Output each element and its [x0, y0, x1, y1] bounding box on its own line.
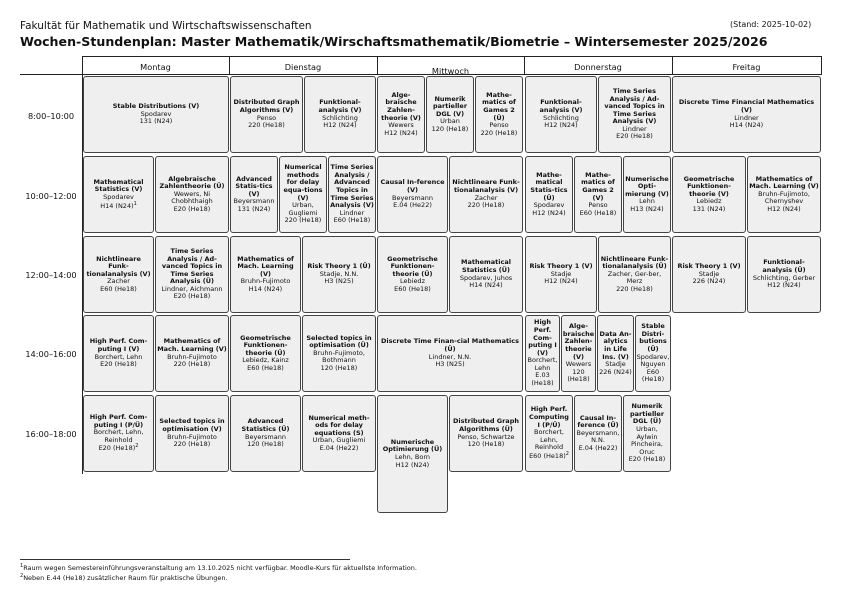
course-people: Lehn, Born	[395, 453, 430, 461]
course-people: Stadje	[698, 269, 720, 278]
course-cell	[302, 315, 376, 392]
stand-date: (Stand: 2025-10-02)	[730, 20, 812, 29]
course-title: Geometrische Funktionen-theorie (Ü)	[387, 254, 438, 278]
course-room: E20 $(He18)^2$	[98, 443, 139, 453]
course-people: Bruhn-Fujimoto	[167, 432, 217, 441]
course-room: H13 (N24)	[630, 204, 664, 213]
course-cell	[747, 236, 821, 313]
course-title: Algebraische Zahlentheorie (Ü)	[159, 174, 225, 191]
course-cell	[672, 236, 746, 313]
course-title: Mathe-matics of Games 2 (V)	[581, 170, 615, 202]
course-cell	[449, 236, 523, 313]
course-title: Discrete Time Finan-cial Mathematics (Ü)	[380, 337, 520, 353]
course-cell	[304, 76, 376, 153]
course-cell	[155, 156, 229, 233]
course-cell	[230, 236, 301, 313]
course-room: H14 (N24)	[729, 121, 764, 130]
course-cell	[302, 395, 376, 472]
course-title: Numerical methods for delay equa-tions (V)	[283, 163, 323, 202]
course-title: Data An-alytics in Life Ins. (V)	[599, 329, 632, 361]
course-title: Numerische Optimierung (Ü)	[382, 437, 443, 454]
course-people: Penso	[588, 201, 608, 210]
course-title: Mathematics of Mach. Learning (V)	[749, 174, 819, 191]
course-title: Time Series Analysis / Ad-vanced Topics in Time Series Analysis (V)	[604, 86, 665, 126]
course-cell	[574, 395, 622, 472]
course-cell	[525, 156, 573, 233]
course-people: Borchert, Lehn, Reinhold	[93, 428, 144, 444]
course-cell	[623, 395, 671, 472]
course-people: Lindner	[339, 208, 365, 217]
course-title: Time Series Analysis / Advanced Topics in Time Series Analysis (V)	[330, 163, 374, 210]
course-cell	[328, 156, 376, 233]
course-room: 131 (N24)	[139, 117, 173, 126]
course-people: Spodarev	[103, 192, 134, 201]
course-cell	[525, 395, 573, 472]
course-people: Schlichting	[543, 113, 579, 122]
course-room: E60 (He18)	[579, 208, 617, 217]
course-cell	[672, 76, 821, 153]
course-room: 131 (N24)	[692, 204, 726, 213]
course-title: Selected topics in optimisation (V)	[159, 417, 225, 433]
course-people: Lebiedz	[696, 197, 722, 206]
course-people: Stadje, N.N.	[319, 269, 359, 278]
course-title: Funktional-analysis (Ü)	[762, 258, 806, 274]
course-title: Numerik partieller DGL (V)	[432, 94, 468, 118]
course-people: Bruhn-Fujimoto, Chernyshev	[758, 189, 810, 206]
course-room: 220 (He18)	[480, 128, 518, 137]
course-cell	[377, 236, 448, 313]
course-room: E20 (He18)	[173, 204, 211, 213]
course-cell	[230, 156, 278, 233]
course-people: Borchert, Lehn	[527, 356, 558, 372]
course-room: E60 (He18)	[100, 284, 137, 293]
day-header-monday: Montag	[140, 62, 171, 72]
course-people: Spodarev, Juhos	[459, 273, 513, 282]
course-title: Alge-braische Zahlen-theorie (V)	[381, 90, 421, 122]
footnote: $^1$Raum wegen Semestereinführungsveranstaltung am 13.10.2025 nicht verfügbar. Moodle-Kurs für aktuellste Information.	[20, 563, 417, 573]
course-people: Wewers, Ni Chobhthaigh	[171, 189, 213, 206]
course-cell	[230, 76, 303, 153]
course-people: Spodarev	[533, 201, 565, 210]
course-title: Distributed Graph Algorithms (V)	[233, 98, 300, 114]
course-title: Alge-braische Zahlen-theorie (V)	[562, 322, 595, 361]
course-room: H3 (N25)	[324, 277, 354, 286]
course-title: Distributed Graph Algorithms (Ü)	[453, 417, 519, 433]
course-people: Penso, Schwartze	[457, 432, 515, 441]
course-cell	[598, 76, 671, 153]
course-room: 220 (He18)	[173, 360, 211, 369]
course-cell	[377, 156, 448, 233]
course-cell	[302, 236, 376, 313]
course-cell	[635, 315, 671, 392]
course-people: Wewers	[565, 360, 592, 369]
course-people: Beyersmann	[245, 432, 286, 441]
course-people: Urban	[440, 117, 460, 126]
course-people: Lebiedz, Kainz	[242, 356, 289, 365]
course-title: High Perf. Computing I (P/Ü)	[529, 405, 569, 429]
course-people: Bruhn-Fujimoto	[240, 277, 291, 286]
footnote-mark: 2	[565, 450, 569, 457]
course-room: H14 (N24)	[248, 284, 283, 293]
course-title: Causal In-ference (Ü)	[577, 413, 619, 430]
course-people: Zacher	[107, 277, 130, 286]
course-room: 220 (He18)	[467, 201, 505, 210]
course-people: Stadje	[605, 360, 626, 369]
course-cell	[449, 395, 523, 472]
course-room: E20 (He18)	[616, 132, 653, 141]
course-people: Penso	[256, 113, 277, 122]
course-cell	[279, 156, 327, 233]
course-cell	[525, 315, 560, 392]
course-title: Numerik partieller DGL (Ü)	[629, 402, 665, 426]
course-cell	[747, 156, 821, 233]
course-room: 226 (N24)	[599, 367, 632, 376]
footnote-mark: 2	[135, 443, 139, 450]
course-title: High Perf. Com-puting I (P/Ü)	[89, 412, 148, 429]
course-room: 131 (N24)	[237, 204, 271, 213]
course-room: H12 (N24)	[384, 128, 418, 137]
course-people: Spodarev, Nguyen	[636, 352, 670, 369]
course-people: Urban, Aylwin Pincheira, Oruc	[631, 424, 663, 456]
course-people: Beyersmann	[392, 193, 433, 202]
course-title: Numerical meth-ods for delay equations (S)	[308, 413, 370, 437]
course-room: 220 (He18)	[248, 121, 285, 130]
course-title: Mathematics of Mach. Learning (V)	[157, 337, 227, 353]
course-cell	[672, 156, 746, 233]
course-title: Risk Theory 1 (V)	[529, 262, 593, 271]
course-cell	[377, 395, 448, 513]
course-room: E60 (He18)	[394, 284, 431, 293]
course-room: 120 (He18)	[247, 440, 284, 449]
footnote-mark: 1	[133, 200, 137, 207]
course-title: Mathe-matical Statis-tics (Ü)	[530, 170, 568, 202]
course-cell	[83, 156, 154, 233]
course-title: Geometrische Funktionen-theorie (Ü)	[240, 333, 291, 357]
course-cell	[525, 236, 597, 313]
day-header-wednesday: Mittwoch	[431, 66, 470, 76]
course-people: Lehn	[639, 197, 655, 206]
course-room: E20 (He18)	[100, 360, 137, 369]
time-slot-label: 8:00–10:00	[27, 111, 75, 121]
course-room: H14 (N24)	[469, 281, 503, 290]
course-people: Borchert, Lehn	[94, 352, 143, 361]
time-slot-label: 16:00–18:00	[25, 429, 77, 439]
course-title: Causal In-ference (V)	[380, 178, 445, 194]
course-room: H14 $(N24)^1$	[100, 200, 137, 210]
course-people: Lindner, N.N.	[428, 352, 472, 361]
course-room: E.03 (He18)	[531, 371, 554, 388]
course-people: Penso	[489, 121, 509, 130]
course-title: Funktional-analysis (V)	[539, 98, 583, 114]
time-slot-label: 14:00–16:00	[25, 349, 77, 359]
course-room: H12 (N24)	[323, 121, 357, 130]
course-room: 226 (N24)	[692, 277, 726, 286]
course-people: Bruhn-Fujimoto, Bothmann	[313, 348, 365, 365]
course-cell	[83, 395, 154, 472]
course-room: E.04 (He22)	[319, 443, 359, 452]
course-people: Beyersmann, N.N.	[576, 428, 620, 445]
course-cell	[426, 76, 474, 153]
course-room: E.04 (He22)	[393, 201, 432, 210]
course-title: Risk Theory 1 (Ü)	[307, 262, 371, 271]
course-title: High Perf. Com-puting I (V)	[89, 337, 148, 353]
course-room: 220 (He18)	[173, 440, 211, 449]
course-title: Selected topics in optimisation (Ü)	[306, 333, 372, 350]
course-cell	[155, 315, 229, 392]
day-header-tuesday: Dienstag	[284, 62, 322, 72]
course-people: Spodarev	[140, 109, 172, 118]
course-cell	[83, 315, 154, 392]
course-people: Zacher	[474, 193, 498, 202]
course-title: High Perf. Com-puting I (V)	[528, 318, 557, 357]
course-people: Schlichting, Gerber	[752, 273, 816, 282]
course-cell	[155, 236, 229, 313]
course-title: Nichtlineare Funk-tionalanalysis (V)	[452, 178, 520, 194]
course-cell	[525, 76, 597, 153]
course-room: 120 (He18)	[320, 363, 358, 372]
course-room: 120 (He18)	[431, 124, 469, 133]
course-title: Risk Theory 1 (V)	[677, 262, 741, 271]
course-cell	[155, 395, 229, 472]
course-title: Stable Distributions (V)	[112, 102, 200, 111]
course-cell	[230, 315, 301, 392]
course-cell	[449, 156, 523, 233]
time-slot-label: 12:00–14:00	[25, 270, 77, 280]
course-room: E60 $(He18)^2$	[529, 450, 569, 461]
course-room: 120 (He18)	[467, 440, 505, 449]
course-cell	[574, 156, 622, 233]
course-title: Nichtlineare Funk-tionalanalysis (V)	[86, 254, 151, 278]
course-people: Borchert, Lehn, Reinhold	[534, 428, 564, 452]
course-cell	[623, 156, 671, 233]
course-room: E60 (He18)	[247, 363, 284, 372]
course-title: Mathematical Statistics (V)	[93, 177, 144, 194]
course-cell	[230, 395, 301, 472]
course-title: Geometrische Funktionen-theorie (V)	[683, 174, 735, 198]
page-title: Wochen-Stundenplan: Master Mathematik/Wirschaftsmathematik/Biometrie – Wintersemester 2025/2026	[20, 34, 768, 49]
course-title: Advanced Statistics (Ü)	[241, 417, 290, 433]
course-room: E20 (He18)	[628, 455, 666, 464]
course-cell	[475, 76, 523, 153]
course-people: Lindner	[734, 113, 759, 122]
course-title: Mathematical Statistics (Ü)	[461, 258, 511, 274]
course-title: Numerische Opti-mierung (V)	[625, 174, 669, 198]
course-people: Lindner	[622, 124, 647, 133]
course-people: Bruhn-Fujimoto	[167, 352, 217, 361]
course-people: Stadje	[550, 269, 572, 278]
course-cell	[598, 236, 671, 313]
course-cell	[561, 315, 596, 392]
course-room: E60 (He18)	[333, 216, 371, 225]
course-cell	[377, 315, 523, 392]
footnote: $^2$Neben E.44 (He18) zusätzlicher Raum für praktische Übungen.	[20, 573, 228, 583]
course-cell	[83, 236, 154, 313]
header-top-rule	[82, 56, 822, 57]
course-title: Stable Distri-butions (Ü)	[639, 322, 667, 353]
faculty-name: Fakultät für Mathematik und Wirtschaftswissenschaften	[20, 20, 312, 32]
course-title: Nichtlineare Funk-tionalanalysis (Ü)	[600, 254, 669, 271]
course-room: H12 (N24)	[395, 460, 430, 469]
course-people: Zacher, Ger-ber, Merz	[607, 269, 662, 286]
time-slot-label: 10:00–12:00	[25, 191, 77, 201]
course-title: Mathematics of Mach. Learning (V)	[237, 254, 294, 278]
course-title: Time Series Analysis / Ad-vanced Topics in Time Series Analysis (Ü)	[161, 246, 223, 286]
course-people: Wewers	[388, 121, 414, 130]
course-room: H12 (N24)	[544, 277, 578, 286]
course-room: E60 (He18)	[641, 367, 665, 384]
footnote-rule	[20, 559, 350, 560]
course-people: Beyersmann	[233, 197, 275, 206]
course-room: 120 (He18)	[567, 367, 590, 384]
course-room: H12 (N24)	[532, 208, 566, 217]
course-title: Advanced Statis-tics (V)	[235, 174, 273, 198]
day-divider	[821, 56, 822, 74]
course-room: 220 (He18)	[284, 216, 322, 225]
course-cell	[597, 315, 634, 392]
course-people: Urban, Gugliemi	[288, 201, 318, 217]
course-room: H3 (N25)	[435, 360, 465, 369]
course-room: 220 (He18)	[616, 284, 653, 293]
course-cell	[377, 76, 425, 153]
course-cell	[83, 76, 229, 153]
course-room: H12 (N24)	[544, 121, 578, 130]
course-title: Mathe-matics of Games 2 (Ü)	[482, 90, 516, 122]
course-room: E20 (He18)	[173, 292, 211, 301]
course-room: H12 (N24)	[767, 281, 801, 290]
course-people: Schlichting	[322, 113, 358, 122]
day-header-thursday: Donnerstag	[574, 62, 622, 72]
course-people: Lindner, Aichmann	[161, 284, 223, 293]
course-room: E.04 (He22)	[578, 443, 618, 452]
course-people: Urban, Gugliemi	[312, 436, 366, 445]
day-header-friday: Freitag	[732, 62, 761, 72]
course-title: Discrete Time Financial Mathematics (V)	[678, 98, 815, 114]
course-title: Funktional-analysis (V)	[318, 98, 362, 114]
course-room: H12 (N24)	[767, 204, 801, 213]
course-people: Lebiedz	[400, 277, 425, 286]
